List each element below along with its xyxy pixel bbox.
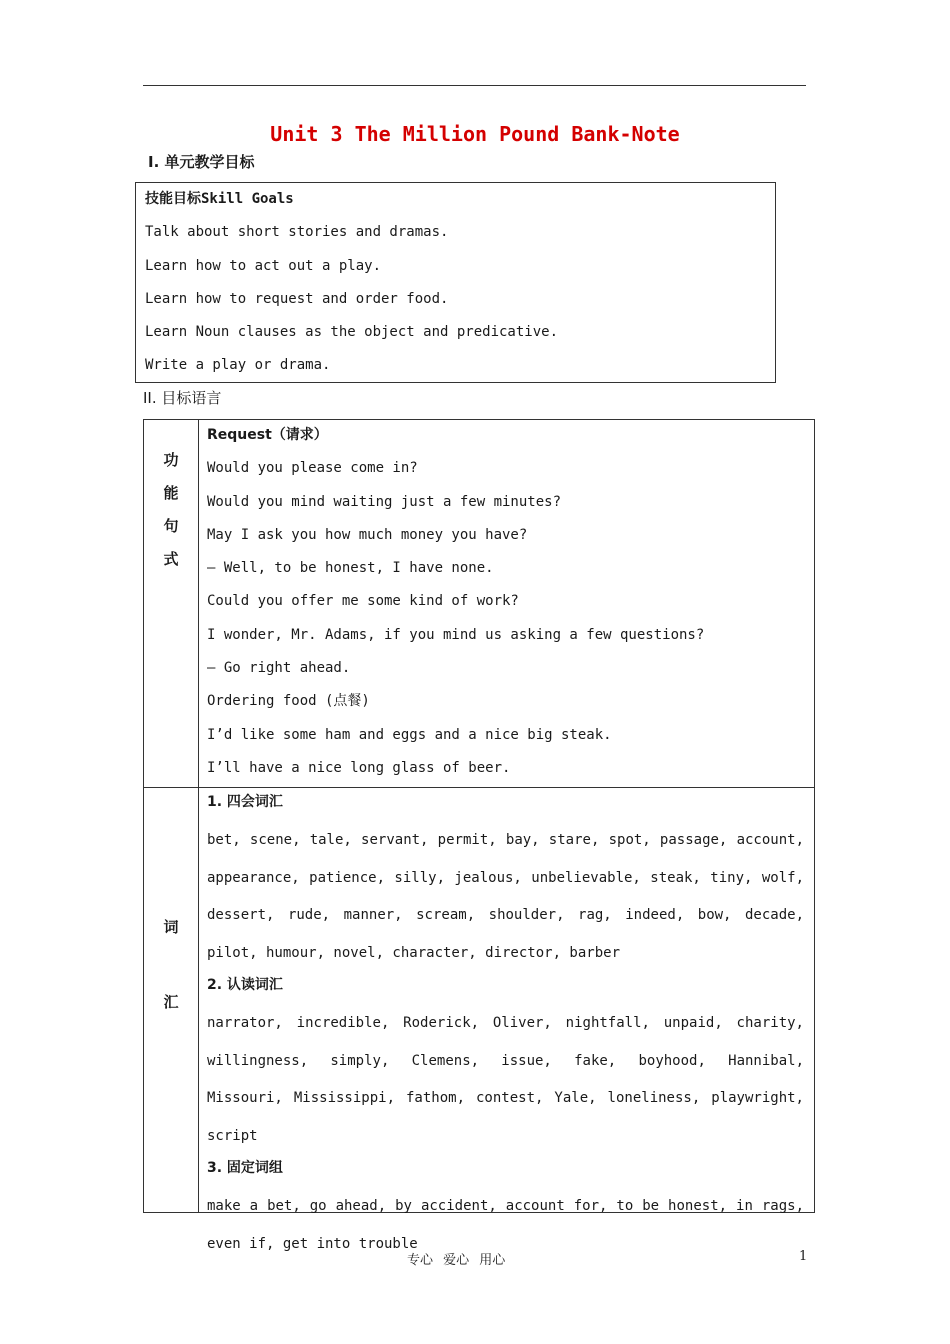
sentence-line: — Well, to be honest, I have none. (207, 560, 494, 577)
section-heading-2: II. 目标语言 (143, 389, 222, 407)
vocab-subheading: 2. 认读词汇 (207, 977, 283, 993)
vocab-subheading: 1. 四会词汇 (207, 794, 283, 810)
vocab-word-list: bet, scene, tale, servant, permit, bay, stare, spot, passage, account, appearance, patience, silly, jealous, unbelievable, steak, tiny, wolf, dessert, rude, manner, scream, shoulder, rag, indeed, bow, decade, pilot, humour, novel, character, director, barber (207, 832, 804, 961)
skill-goal-item: Learn how to act out a play. (145, 257, 382, 274)
sentence-line: I wonder, Mr. Adams, if you mind us asking a few questions? (207, 626, 705, 643)
sentence-line: I’d like some ham and eggs and a nice big steak. (207, 726, 612, 743)
column-divider (198, 420, 199, 1212)
vocab-word-list: narrator, incredible, Roderick, Oliver, nightfall, unpaid, charity, willingness, simply, Clemens, issue, fake, boyhood, Hannibal, Missouri, Mississippi, fathom, contest, Yale, loneliness, playwright, script (207, 1015, 804, 1144)
sentence-line: Would you please come in? (207, 460, 418, 477)
sentence-line: May I ask you how much money you have? (207, 526, 528, 543)
page-number: 1 (799, 1249, 808, 1264)
row1-label-char: 句 (163, 517, 179, 535)
section-heading-1: Ⅰ. 单元教学目标 (148, 153, 255, 171)
request-heading: Request（请求） (207, 427, 328, 443)
target-language-table (143, 419, 815, 1252)
skill-goal-item: Learn Noun clauses as the object and predicative. (145, 324, 559, 341)
sentence-line: Could you offer me some kind of work? (207, 593, 519, 610)
sentence-line: Ordering food (点餐) (207, 693, 370, 710)
skill-goal-item: Write a play or drama. (145, 357, 331, 374)
sentence-line: Would you mind waiting just a few minutes? (207, 493, 562, 510)
sentence-line: — Go right ahead. (207, 660, 351, 677)
skill-goals-heading: 技能目标Skill Goals (145, 191, 294, 207)
sentence-line: I’ll have a nice long glass of beer. (207, 759, 511, 776)
row2-label-char: 汇 (163, 993, 179, 1011)
row1-label-char: 功 (163, 451, 179, 469)
skill-goals-box (135, 182, 776, 383)
functional-sentences-cell (207, 422, 807, 788)
row2-label-char: 词 (163, 918, 179, 936)
skill-goal-item: Learn how to request and order food. (145, 290, 449, 307)
page-footer: 专心 爱心 用心 (407, 1253, 506, 1268)
vocab-word-list: make a bet, go ahead, by accident, account for, to be honest, in rags, even if, get into trouble (207, 1198, 804, 1252)
row1-label-char: 式 (163, 550, 179, 568)
row1-label-char: 能 (163, 484, 179, 502)
vocabulary-cell (207, 789, 804, 1263)
header-rule (143, 85, 806, 86)
page-title: Unit 3 The Million Pound Bank-Note (270, 122, 680, 146)
vocab-subheading: 3. 固定词组 (207, 1160, 283, 1176)
skill-goal-item: Talk about short stories and dramas. (145, 224, 449, 241)
